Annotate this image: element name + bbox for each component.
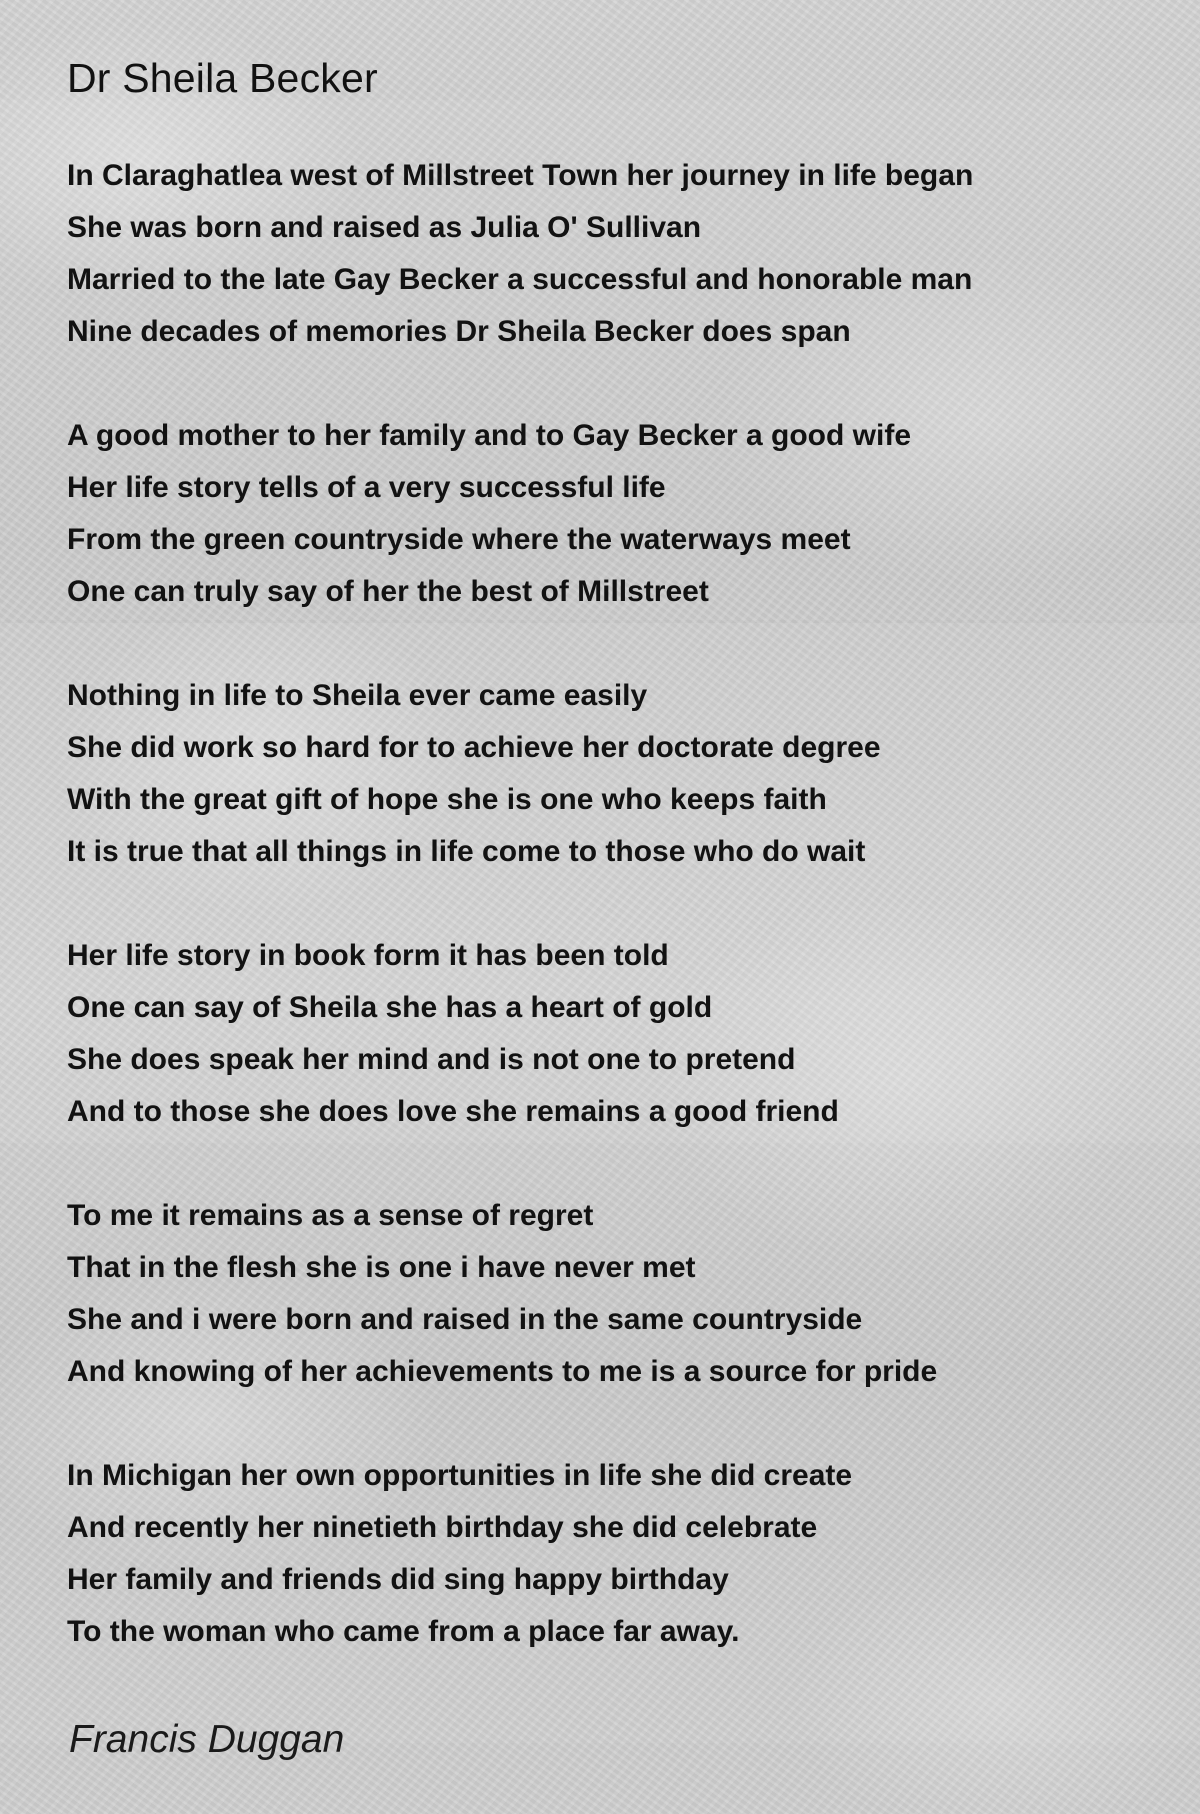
poem-line: That in the flesh she is one i have never met [67, 1251, 696, 1284]
poem-line: Her family and friends did sing happy birthday [67, 1563, 729, 1596]
stanza-6 [67, 1450, 1147, 1658]
poem-line: She does speak her mind and is not one to pretend [67, 1043, 796, 1076]
poem-title: Dr Sheila Becker [67, 55, 378, 101]
poem-line: She did work so hard for to achieve her doctorate degree [67, 731, 881, 764]
poem-line: A good mother to her family and to Gay Becker a good wife [67, 419, 912, 452]
poem-line: From the green countryside where the waterways meet [67, 523, 851, 556]
poem-author: Francis Duggan [69, 1718, 345, 1761]
poem-line: One can truly say of her the best of Millstreet [67, 575, 709, 608]
stanza-1 [67, 150, 1147, 358]
poem-line: And recently her ninetieth birthday she did celebrate [67, 1511, 818, 1544]
stanza-2 [67, 410, 1147, 618]
poem-line: Her life story in book form it has been told [67, 939, 669, 972]
stanza-3 [67, 670, 1147, 878]
poem-line: It is true that all things in life come to those who do wait [67, 835, 866, 868]
poem-line: Married to the late Gay Becker a successful and honorable man [67, 263, 973, 296]
stanza-4 [67, 930, 1147, 1138]
stanza-5 [67, 1190, 1147, 1398]
poem-line: Nothing in life to Sheila ever came easily [67, 679, 648, 712]
poem-line: With the great gift of hope she is one who keeps faith [67, 783, 827, 816]
poem-line: To the woman who came from a place far away. [67, 1615, 740, 1648]
poem-line: In Claraghatlea west of Millstreet Town her journey in life began [67, 159, 974, 192]
poem-line: One can say of Sheila she has a heart of gold [67, 991, 713, 1024]
poem-line: In Michigan her own opportunities in life she did create [67, 1459, 853, 1492]
poem-line: And to those she does love she remains a good friend [67, 1095, 839, 1128]
poem-body [67, 150, 1147, 1710]
poem-line: She and i were born and raised in the same countryside [67, 1303, 863, 1336]
poem-line: To me it remains as a sense of regret [67, 1199, 594, 1232]
poem-line: Her life story tells of a very successful life [67, 471, 666, 504]
poem-line: Nine decades of memories Dr Sheila Becker does span [67, 315, 851, 348]
poem-line: She was born and raised as Julia O' Sullivan [67, 211, 702, 244]
poem-line: And knowing of her achievements to me is a source for pride [67, 1355, 938, 1388]
